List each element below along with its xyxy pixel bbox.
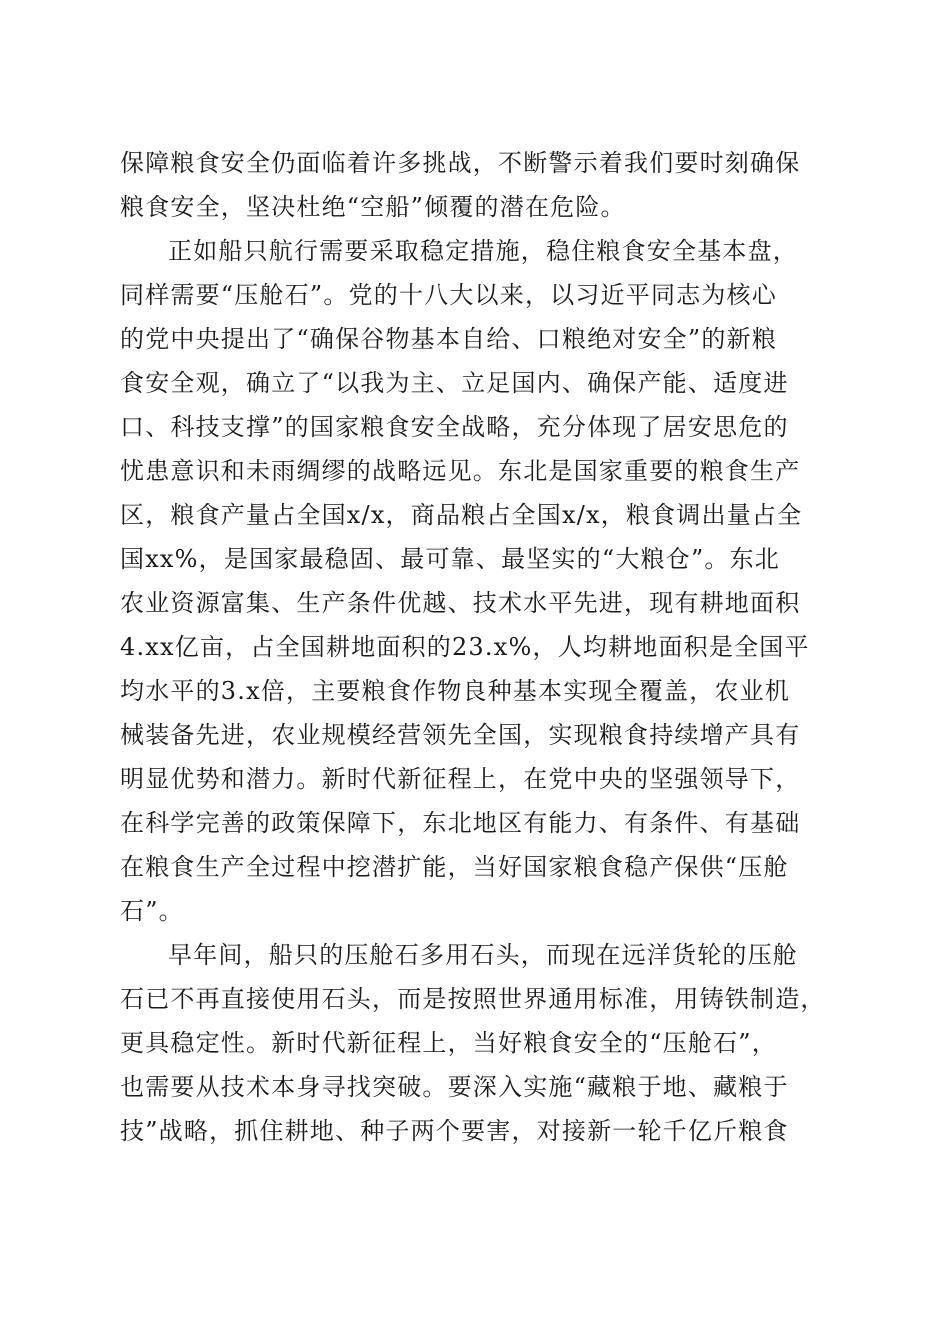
text-line: 械装备先进，农业规模经营领先全国，实现粮食持续增产具有 (120, 721, 801, 749)
text-line: 4.xx亿亩，占全国耕地面积的23.x%，人均耕地面积是全国平 (120, 633, 810, 661)
text-line: 的党中央提出了“确保谷物基本自给、口粮绝对安全”的新粮 (120, 325, 777, 353)
text-line: 口、科技支撑”的国家粮食安全战略，充分体现了居安思危的 (120, 413, 789, 441)
text-line: 也需要从技术本身寻找突破。要深入实施“藏粮于地、藏粮于 (120, 1073, 789, 1101)
text-line: 均水平的3.x倍，主要粮食作物良种基本实现全覆盖，农业机 (120, 677, 791, 705)
text-line: 区，粮食产量占全国x/x，商品粮占全国x/x，粮食调出量占全 (120, 501, 803, 529)
body-text (120, 141, 828, 1153)
text-line: 石”。 (120, 897, 184, 925)
text-line: 明显优势和潜力。新时代新征程上，在党中央的坚强领导下， (120, 765, 801, 793)
text-line: 同样需要“压舱石”。党的十八大以来，以习近平同志为核心 (120, 281, 777, 309)
text-line: 忧患意识和未雨绸缪的战略远见。东北是国家重要的粮食生产 (120, 457, 801, 485)
text-line: 食安全观，确立了“以我为主、立足国内、确保产能、适度进 (120, 369, 789, 397)
paragraph-start-line: 正如船只航行需要采取稳定措施，稳住粮食安全基本盘， (168, 237, 798, 265)
paragraph-start-line: 早年间，船只的压舱石多用石头，而现在远洋货轮的压舱 (168, 941, 798, 969)
text-line: 农业资源富集、生产条件优越、技术水平先进，现有耕地面积 (120, 589, 801, 617)
text-line: 更具稳定性。新时代新征程上，当好粮食安全的“压舱石”， (120, 1029, 777, 1057)
text-line: 石已不再直接使用石头，而是按照世界通用标准，用铸铁制造， (120, 985, 826, 1013)
text-line: 粮食安全，坚决杜绝“空船”倾覆的潜在危险。 (120, 193, 626, 221)
text-line: 国xx%，是国家最稳固、最可靠、最坚实的“大粮仓”。东北 (120, 545, 781, 573)
text-line: 在粮食生产全过程中挖潜扩能，当好国家粮食稳产保供“压舱 (120, 853, 789, 881)
text-line: 在科学完善的政策保障下，东北地区有能力、有条件、有基础 (120, 809, 801, 837)
text-line: 技”战略，抓住耕地、种子两个要害，对接新一轮千亿斤粮食 (120, 1117, 789, 1145)
text-line: 保障粮食安全仍面临着许多挑战，不断警示着我们要时刻确保 (120, 149, 801, 177)
